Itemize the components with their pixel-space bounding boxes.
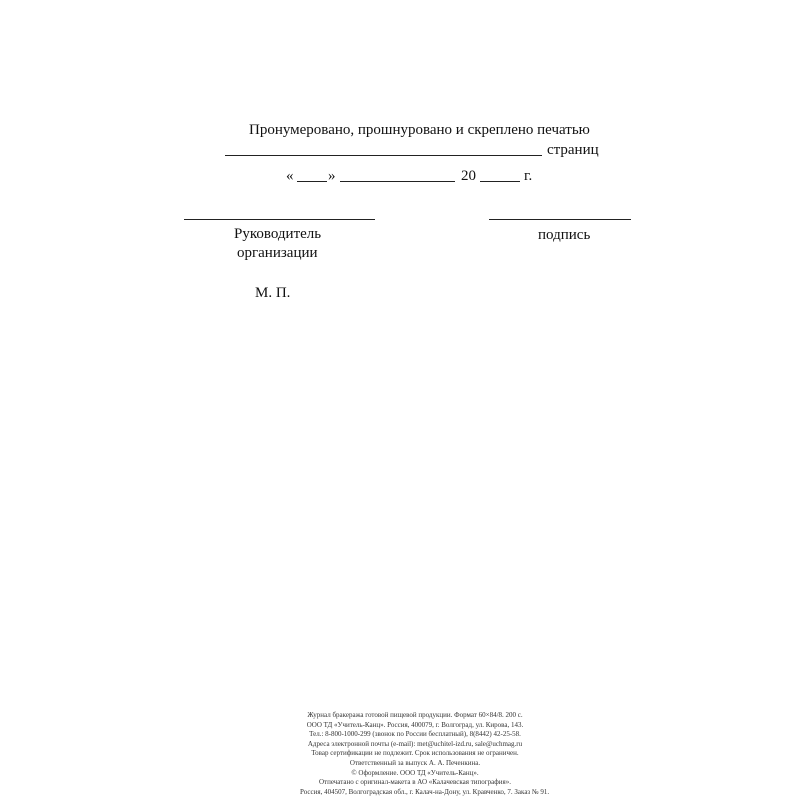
stamp-place-label: М. П. [255, 285, 291, 301]
imprint-line: © Оформление. ООО ТД «Учитель-Канц». [351, 768, 479, 777]
imprint-line: Товар сертификации не подлежит. Срок использования не ограничен. [311, 749, 519, 758]
signature-label: подпись [538, 227, 591, 243]
head-label-line2: организации [237, 245, 318, 261]
certification-heading: Пронумеровано, прошнуровано и скреплено печатью [249, 122, 590, 138]
imprint-line: Адреса электронной почты (e-mail): met@uchitel-izd.ru, sale@uchmag.ru [307, 739, 523, 748]
date-quote-open: « [286, 168, 294, 184]
head-signature-line [184, 219, 375, 220]
pages-suffix: страниц [547, 142, 599, 158]
imprint-line: Россия, 404507, Волгоградская обл., г. Калач-на-Дону, ул. Кравченко, 7. Заказ № 91. [300, 787, 550, 796]
imprint-line: ООО ТД «Учитель-Канц». Россия, 400079, г. Волгоград, ул. Кирова, 143. [306, 720, 524, 729]
signature-line [489, 219, 631, 220]
pages-count-blank [225, 155, 542, 156]
head-label-line1: Руководитель [234, 226, 322, 242]
day-blank [297, 181, 327, 182]
year-prefix: 20 [461, 168, 476, 184]
year-blank [480, 181, 520, 182]
imprint-line: Отпечатано с оригинал-макета в АО «Калачевская типография». [318, 778, 512, 787]
imprint-line: Ответственный за выпуск А. А. Печенкина. [349, 758, 481, 767]
date-quote-close: » [328, 168, 336, 184]
month-blank [340, 181, 455, 182]
publisher-imprint [300, 711, 550, 797]
imprint-line: Тел.: 8-800-1000-299 (звонок по России бесплатный), 8(8442) 42-25-58. [309, 730, 521, 739]
imprint-line: Журнал бракеража готовой пищевой продукции. Формат 60×84/8. 200 с. [307, 711, 523, 719]
year-suffix: г. [524, 168, 533, 184]
